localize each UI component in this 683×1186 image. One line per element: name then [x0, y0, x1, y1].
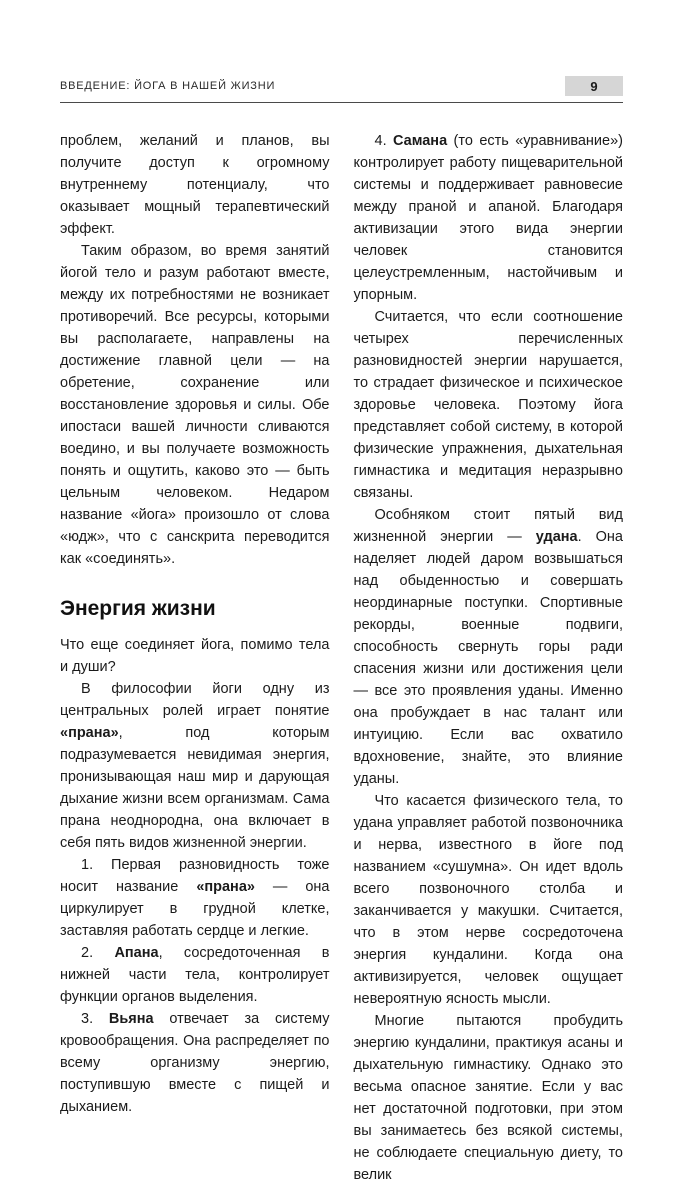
running-head-title: ВВЕДЕНИЕ: ЙОГА В НАШЕЙ ЖИЗНИ [60, 80, 276, 92]
text-run: Многие пытаются пробудить энергию кундалини, практикуя асаны и дыхательную гимнастику. Однако это весьма опасное занятие. Если у вас нет достаточной подготовки, при этом вы занимаетесь без всякой системы, не соблюдаете специальную диету, то велик [353, 1013, 623, 1183]
paragraph [354, 1010, 624, 1186]
paragraph [60, 130, 330, 240]
paragraph [60, 1008, 330, 1118]
text-run: — она циркулирует в грудной клетке, заставляя работать сердце и легкие. [60, 879, 330, 940]
text-run: , под которым подразумевается невидимая энергия, пронизывающая наш мир и дарующая дыхание жизни всем организмам. Сама прана неоднородна, она включает в себя пять видов жизненной энергии. [60, 725, 330, 852]
header-divider [60, 102, 623, 103]
paragraph [354, 130, 624, 306]
paragraph [354, 504, 624, 790]
bold-term: Самана [393, 133, 448, 149]
page-number: 9 [590, 78, 598, 94]
text-run: Что еще соединяет йога, помимо тела и души? [60, 637, 330, 676]
left-column [60, 130, 330, 1186]
paragraph [60, 854, 330, 942]
bold-term: удана [535, 529, 578, 545]
text-run: Считается, что если соотношение четырех перечисленных разновидностей энергии нарушается, то страдает физическое и психическое здоровье человека. Поэтому йога представляет собой систему, в которой физические упражнения, дыхательная гимнастика и медитация неразрывно связаны. [353, 309, 623, 501]
paragraph [354, 306, 624, 504]
text-run: 3. [81, 1011, 109, 1028]
bold-term: «прана» [60, 725, 119, 742]
text-columns [60, 130, 623, 1186]
text-run: отвечает за систему кровообращения. Она распределяет по всему организму энергию, поступившую вместе с пищей и дыханием. [60, 1011, 330, 1116]
page-number-badge [565, 76, 623, 96]
text-run: (то есть «уравнивание») контролирует работу пищеварительной системы и поддерживает равновесие между праной и апаной. Благодаря активизации этого вида энергии человек становится целеустремленным, настойчивым и упорным. [353, 133, 623, 303]
bold-term: Апана [114, 945, 159, 962]
text-run: проблем, желаний и планов, вы получите доступ к огромному внутреннему потенциалу, что оказывает мощный терапевтический эффект. [60, 133, 330, 237]
section-heading: Энергия жизни [60, 597, 216, 620]
text-run: 2. [81, 945, 115, 962]
paragraph [354, 790, 624, 1010]
page-header [60, 76, 623, 96]
paragraph [60, 634, 330, 678]
paragraph [60, 240, 330, 570]
bold-term: Вьяна [108, 1011, 154, 1028]
paragraph [60, 942, 330, 1008]
bold-term: «прана» [196, 879, 255, 896]
text-run: . Она наделяет людей даром возвышаться над обыденностью и совершать неординарные поступки. Спортивные рекорды, военные подвиги, способность свернуть горы ради спасения жизни или достижения цели — все это проявления уданы. Именно она пробуждает в нас талант или интуицию. Если вас охватило вдохновение, знайте, это влияние уданы. [353, 529, 623, 787]
text-run: Что касается физического тела, то удана управляет работой позвоночника и нерва, известного в йоге под названием «сушумна». Он идет вдоль всего позвоночного столба и заканчивается у макушки. Считается, что в этом нерве сосредоточена энергия кундалини. Когда она активизируется, человек ощущает невероятную ясность мысли. [353, 793, 623, 1007]
text-run: 4. [374, 133, 393, 149]
text-run: Таким образом, во время занятий йогой тело и разум работают вместе, между их потребностями не возникает противоречий. Все ресурсы, которыми вы располагаете, направлены на достижение главной цели — на обретение, сохранение или восстановление здоровья и силы. Обе ипостаси вашей личности сливаются воедино, и вы получаете возможность понять и ощутить, каково это — быть цельным человеком. Недаром название «йога» произошло от слова «юдж», что с санскрита переводится как «соединять». [60, 243, 330, 567]
text-run: , сосредоточенная в нижней части тела, контролирует функции органов выделения. [60, 945, 330, 1006]
text-run: В философии йоги одну из центральных ролей играет понятие [60, 681, 330, 720]
text-run: 1. Первая разновидность тоже носит название [60, 857, 330, 896]
right-column [354, 130, 624, 1186]
paragraph [60, 678, 330, 854]
text-run: Особняком стоит пятый вид жизненной энергии — [353, 507, 623, 545]
